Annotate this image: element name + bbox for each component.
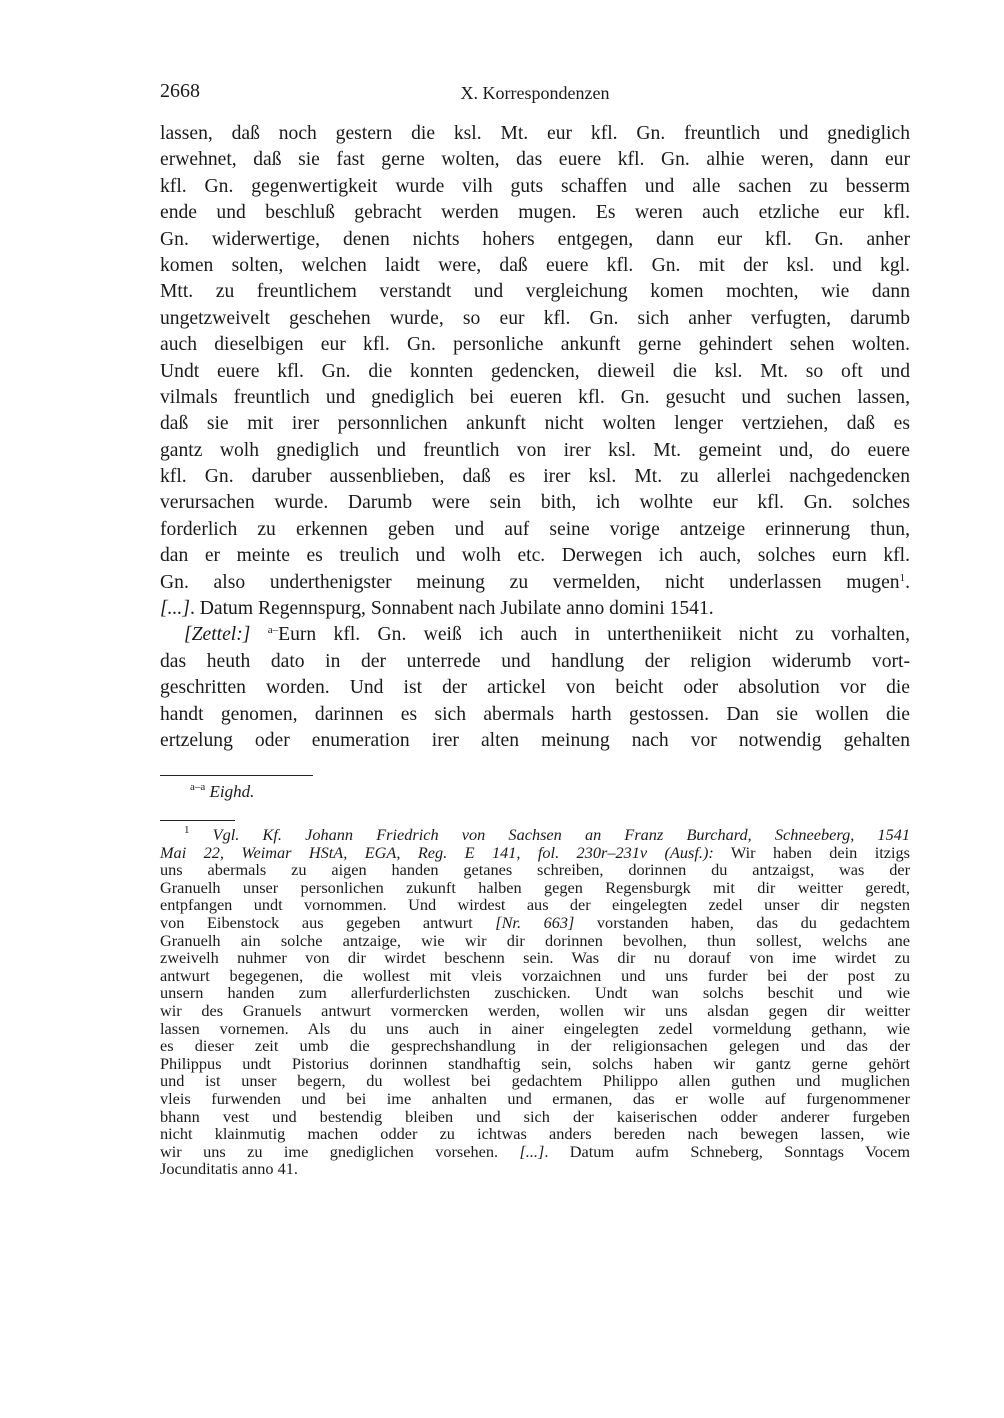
text-segment: auch dieselbigen eur kfl. Gn. personliche ankunft gerne gehindert sehen wolten. xyxy=(160,334,910,356)
text-line xyxy=(160,728,910,754)
text-segment: . Datum Regennspurg, Sonnabent nach Jubilate anno domini 1541. xyxy=(189,598,714,620)
footnote-divider xyxy=(160,820,235,821)
textual-note-marker: a–a xyxy=(190,781,206,793)
text-line xyxy=(160,649,910,675)
text-segment: Jocunditatis anno 41. xyxy=(160,1159,298,1179)
text-segment: Gn. widerwertige, denen nichts hohers entgegen, dann eur kfl. Gn. anher xyxy=(160,228,910,250)
text-line xyxy=(160,543,910,569)
text-line xyxy=(160,279,910,305)
text-line xyxy=(160,490,910,516)
text-segment: . xyxy=(905,571,910,593)
footnote-line xyxy=(160,949,910,967)
text-segment: komen solten, welchen laidt were, daß euere kfl. Gn. mit der ksl. und kgl. xyxy=(160,254,910,276)
text-line xyxy=(160,517,910,543)
textual-note-text: Eighd. xyxy=(209,782,255,801)
footnote-line xyxy=(160,1160,910,1178)
footnote-line xyxy=(160,1143,910,1161)
footnote-line xyxy=(160,896,910,914)
text-segment: Mtt. zu freuntlichem verstandt und vergleichung komen mochten, wie dann xyxy=(160,281,910,303)
text-segment xyxy=(190,825,213,844)
text-segment: das heuth dato in der unterrede und handlung der religion widerumb vort- xyxy=(160,650,910,672)
footnote-marker: a– xyxy=(267,624,279,637)
text-segment: geschritten worden. Und ist der artickel von beicht oder absolution vor die xyxy=(160,677,910,699)
italic-text: [Zettel:] xyxy=(184,624,251,646)
text-segment: Eurn kfl. Gn. weiß ich auch in untertheniikeit nicht zu vorhalten, xyxy=(278,624,910,646)
footnote-line xyxy=(160,861,910,879)
footnote-marker: 1 xyxy=(899,571,906,584)
footnote-marker: 1 xyxy=(184,824,190,836)
italic-text: [...] xyxy=(160,598,190,620)
footnote-line xyxy=(160,1090,910,1108)
text-segment: daß sie mit irer personnlichen ankunft nicht wolten lenger vertziehen, daß es xyxy=(160,413,910,435)
text-segment: lassen, daß noch gestern die ksl. Mt. eur kfl. Gn. freuntlich und gnediglich xyxy=(160,123,910,144)
footnote-line xyxy=(160,844,910,862)
italic-text: Vgl. Kf. Johann Friedrich von Sachsen an Franz Burchard, Schneeberg, 1541 xyxy=(212,825,910,844)
text-segment: forderlich zu erkennen geben und auf seine vorige antzeige erinnerung thun, xyxy=(160,518,910,540)
text-segment: es dieser zeit umb die gesprechshandlung in der religionsachen gelegen und das der xyxy=(160,1036,910,1056)
footnote-line xyxy=(160,932,910,950)
text-line xyxy=(160,200,910,226)
text-segment: dan er meinte es treulich und wolh etc. Derwegen ich auch, solches eurn kfl. xyxy=(160,545,910,567)
footnote-line xyxy=(160,1055,910,1073)
text-segment: Wir haben dein itzigs xyxy=(713,842,911,862)
text-line xyxy=(160,174,910,200)
footnote-line xyxy=(160,914,910,932)
text-segment: erwehnet, daß sie fast gerne wolten, das euere kfl. Gn. alhie weren, dann eur xyxy=(160,149,910,171)
italic-text: [...] xyxy=(519,1141,545,1161)
text-segment: ende und beschluß gebracht werden mugen. Es weren auch etzliche eur kfl. xyxy=(160,202,910,224)
footnote-line xyxy=(160,826,910,844)
text-line xyxy=(160,570,910,596)
footnote-line xyxy=(160,967,910,985)
main-text xyxy=(160,121,910,754)
footnote-line xyxy=(160,1125,910,1143)
textual-note xyxy=(190,782,254,802)
text-line xyxy=(160,596,910,622)
text-segment: zweivelh nuhmer von dir wirdet beschenn sein. Was dir nu dorauf von ime wirdet zu xyxy=(160,948,910,968)
text-segment: gantz wolh gnediglich und freuntlich von irer ksl. Mt. gemeint und, do euere xyxy=(160,439,910,461)
text-segment: kfl. Gn. daruber aussenblieben, daß es irer ksl. Mt. zu allerlei nachgedencken xyxy=(160,466,910,488)
text-segment: von Eibenstock aus gegeben antwurt xyxy=(160,912,496,932)
text-segment: Undt euere kfl. Gn. die konnten gedencken, dieweil die ksl. Mt. so oft und xyxy=(160,360,910,382)
text-line xyxy=(160,121,910,147)
footnote-line xyxy=(160,1002,910,1020)
running-title: X. Korrespondenzen xyxy=(460,83,610,103)
footnote-line xyxy=(160,879,910,897)
text-segment: verursachen wurde. Darumb were sein bith, ich wolhte eur kfl. Gn. solches xyxy=(160,492,910,514)
text-line xyxy=(160,464,910,490)
text-segment: ungetzweivelt geschehen wurde, so eur kfl. Gn. sich anher verfugten, darumb xyxy=(160,307,910,329)
text-line xyxy=(160,385,910,411)
text-segment: und ist unser begern, du wollest bei gedachtem Philippo allen guthen und muglichen xyxy=(160,1071,910,1091)
text-segment: uns abermals zu aigen handen getanes schreiben, dorinnen du antzaigst, was der xyxy=(160,860,910,880)
text-segment: Philippus undt Pistorius dorinnen standhaftig sein, solchs haben wir gantz gerne gehört xyxy=(160,1053,910,1073)
text-line xyxy=(160,438,910,464)
page-number: 2668 xyxy=(160,80,200,102)
footnote-line xyxy=(160,1072,910,1090)
text-segment: Granuelh ain solche antzaige, wie wir dir dorinnen bevolhen, thun sollest, welchs ane xyxy=(160,930,910,950)
text-segment: kfl. Gn. gegenwertigkeit wurde vilh guts schaffen und alle sachen zu besserm xyxy=(160,175,910,197)
italic-text: [Nr. 663] xyxy=(495,912,575,932)
text-segment: vilmals freuntlich und gnediglich bei eueren kfl. Gn. gesucht und suchen lassen, xyxy=(160,386,910,408)
text-segment: vorstanden haben, das du gedachtem xyxy=(574,912,911,932)
footnote-1 xyxy=(160,826,910,1178)
text-segment: bhann vest und bestendig bleiben und sich der kaiserischen odder anderer furgeben xyxy=(160,1106,910,1126)
text-segment: unsern handen zum allerfurderlichsten zuschicken. Undt wan solchs beschit und wie xyxy=(160,983,910,1003)
text-segment xyxy=(250,624,267,645)
text-segment: wir des Granuels antwurt vormercken werden, wollen wir uns alsdan gegen dir weitter xyxy=(160,1000,910,1020)
textual-note-divider xyxy=(160,775,313,776)
text-line xyxy=(160,147,910,173)
text-segment: antwurt begegenen, die wollest mit vleis vorzaichnen und uns furder bei der post zu xyxy=(160,965,910,985)
text-segment: Gn. also underthenigster meinung zu vermelden, nicht underlassen mugen xyxy=(160,571,900,593)
text-segment: nicht klainmutig machen odder zu ichtwas anders bereden nach bewegen lassen, wie xyxy=(160,1124,910,1144)
text-segment: vleis furwenden und bei ime anhalten und ermanen, das er wolle auf furgenommener xyxy=(160,1088,910,1108)
footnote-line xyxy=(160,984,910,1002)
footnote-line xyxy=(160,1037,910,1055)
text-line xyxy=(160,332,910,358)
text-segment: entpfangen undt vornommen. Und wirdest aus der eingelegten zedel unser dir negsten xyxy=(160,895,910,915)
text-line xyxy=(160,306,910,332)
text-segment: Granuelh unser personlichen zukunft halben gegen Regensburgk mit dir weitter geredt, xyxy=(160,877,910,897)
text-line xyxy=(160,253,910,279)
text-line xyxy=(160,227,910,253)
text-line xyxy=(160,411,910,437)
text-line xyxy=(160,702,910,728)
text-segment: . Datum aufm Schneberg, Sonntags Vocem xyxy=(544,1141,910,1161)
footnote-line xyxy=(160,1108,910,1126)
italic-text: Mai 22, Weimar HStA, EGA, Reg. E 141, fol. 230r–231v (Ausf.): xyxy=(160,842,714,862)
text-segment: lassen vornemen. Als du uns auch in ainer eingelegten zedel vormeldung gethann, wie xyxy=(160,1018,910,1038)
text-line xyxy=(160,622,910,648)
text-segment: wir uns zu ime gnediglichen vorsehen. xyxy=(160,1141,520,1161)
footnote-line xyxy=(160,1020,910,1038)
text-line xyxy=(160,359,910,385)
text-segment: handt genomen, darinnen es sich abermals harth gestossen. Dan sie wollen die xyxy=(160,703,910,725)
text-line xyxy=(160,675,910,701)
text-segment: ertzelung oder enumeration irer alten meinung nach vor notwendig gehalten xyxy=(160,729,910,751)
